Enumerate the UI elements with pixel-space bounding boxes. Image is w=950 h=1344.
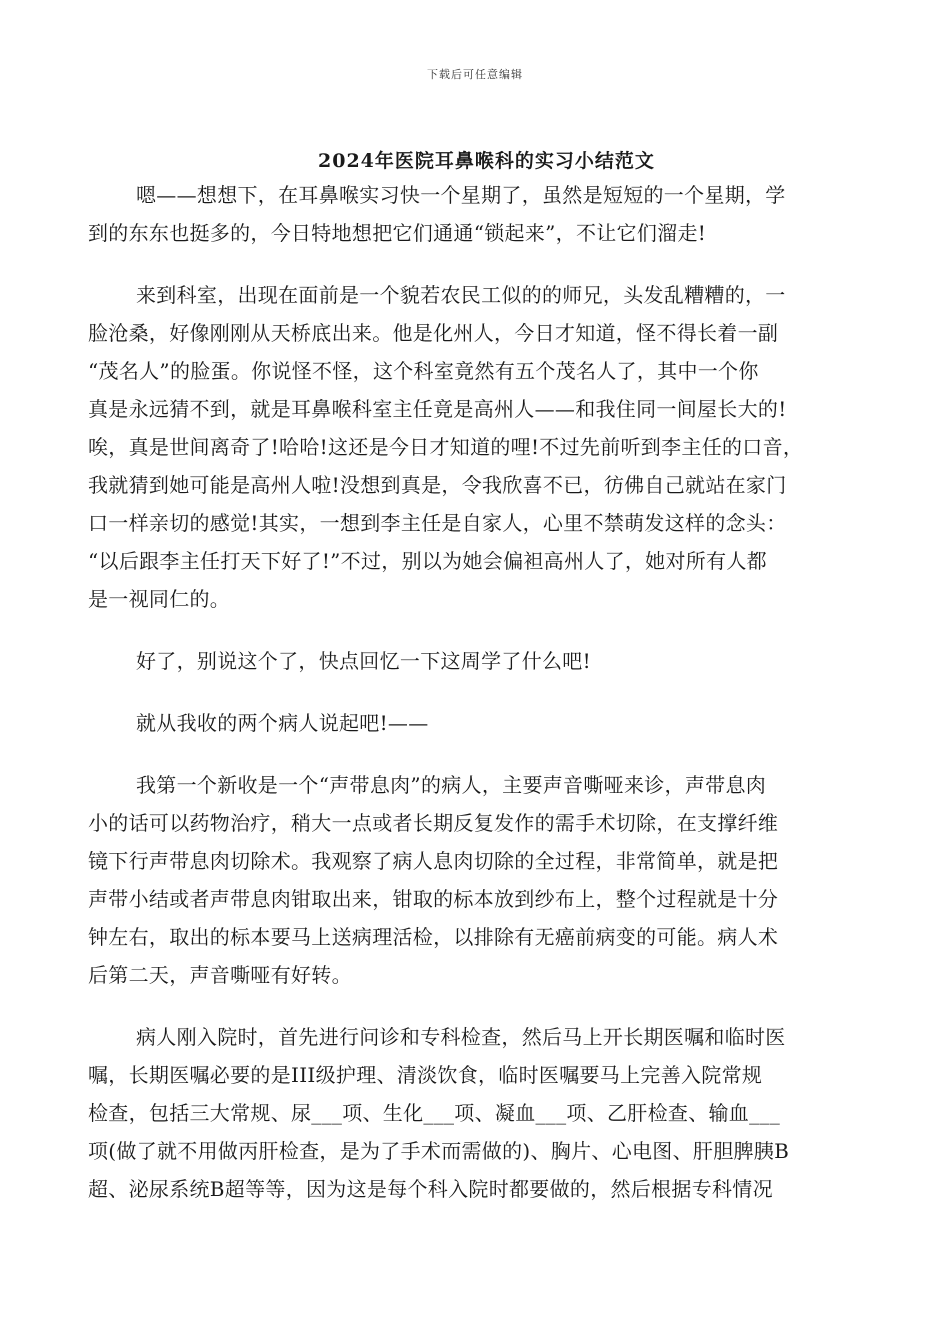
paragraph-line: 口一样亲切的感觉!其实，一想到李主任是自家人，心里不禁萌发这样的念头： <box>88 511 787 535</box>
paragraph-line: 唉，真是世间离奇了!哈哈!这还是今日才知道的哩!不过先前听到李主任的口音， <box>88 435 804 459</box>
paragraph-line: 钟左右，取出的标本要马上送病理活检，以排除有无癌前病变的可能。病人术 <box>88 925 779 949</box>
paragraph-line: 小的话可以药物治疗，稍大一点或者长期反复发作的需手术切除，在支撑纤维 <box>88 811 779 835</box>
paragraph-line: 到的东东也挺多的，今日特地想把它们通通“锁起来”，不让它们溜走! <box>88 221 707 245</box>
paragraph-line: 声带小结或者声带息肉钳取出来，钳取的标本放到纱布上，整个过程就是十分 <box>88 887 779 911</box>
paragraph <box>88 704 868 742</box>
paragraph <box>88 1018 868 1208</box>
header-note: 下载后可任意编辑 <box>427 68 523 81</box>
paragraph-line: 后第二天，声音嘶哑有好转。 <box>88 963 352 987</box>
paragraph-line: 检查，包括三大常规、尿___项、生化___项、凝血___项、乙肝检查、输血___ <box>88 1101 780 1125</box>
paragraph <box>88 176 868 252</box>
paragraph-line: 真是永远猜不到，就是耳鼻喉科室主任竟是高州人——和我住同一间屋长大的! <box>88 397 787 421</box>
paragraph-line: 脸沧桑，好像刚刚从天桥底出来。他是化州人，今日才知道，怪不得长着一副 <box>88 321 779 345</box>
paragraph-line: 项(做了就不用做丙肝检查，是为了手术而需做的)、胸片、心电图、肝胆脾胰B <box>88 1139 790 1163</box>
paragraph <box>88 766 868 994</box>
document-title: 2024年医院耳鼻喉科的实习小结范文 <box>318 150 655 172</box>
paragraph-line: 嘱，长期医嘱必要的是III级护理、清淡饮食，临时医嘱要马上完善入院常规 <box>88 1063 763 1087</box>
paragraph-line: 我第一个新收是一个“声带息肉”的病人，主要声音嘶哑来诊，声带息肉 <box>136 773 767 797</box>
document-body <box>88 176 868 1232</box>
paragraph-line: 超、泌尿系统B超等等，因为这是每个科入院时都要做的，然后根据专科情况 <box>88 1177 773 1201</box>
paragraph-line: “以后跟李主任打天下好了!”不过，别以为她会偏袒高州人了，她对所有人都 <box>88 549 767 573</box>
paragraph-line: 好了，别说这个了，快点回忆一下这周学了什么吧! <box>136 649 591 673</box>
paragraph-line: 来到科室，出现在面前是一个貌若农民工似的的师兄，头发乱糟糟的，一 <box>136 283 786 307</box>
paragraph-line: 就从我收的两个病人说起吧!—— <box>136 711 429 735</box>
paragraph-line: 是一视同仁的。 <box>88 587 231 611</box>
paragraph-line: 我就猜到她可能是高州人啦!没想到真是，令我欣喜不已，彷佛自己就站在家门 <box>88 473 787 497</box>
paragraph-line: 嗯——想想下，在耳鼻喉实习快一个星期了，虽然是短短的一个星期，学 <box>136 183 786 207</box>
paragraph <box>88 276 868 618</box>
paragraph-line: 镜下行声带息肉切除术。我观察了病人息肉切除的全过程，非常简单，就是把 <box>88 849 779 873</box>
paragraph-line: “茂名人”的脸蛋。你说怪不怪，这个科室竟然有五个茂名人了，其中一个你 <box>88 359 759 383</box>
paragraph-line: 病人刚入院时，首先进行问诊和专科检查，然后马上开长期医嘱和临时医 <box>136 1025 786 1049</box>
paragraph <box>88 642 868 680</box>
